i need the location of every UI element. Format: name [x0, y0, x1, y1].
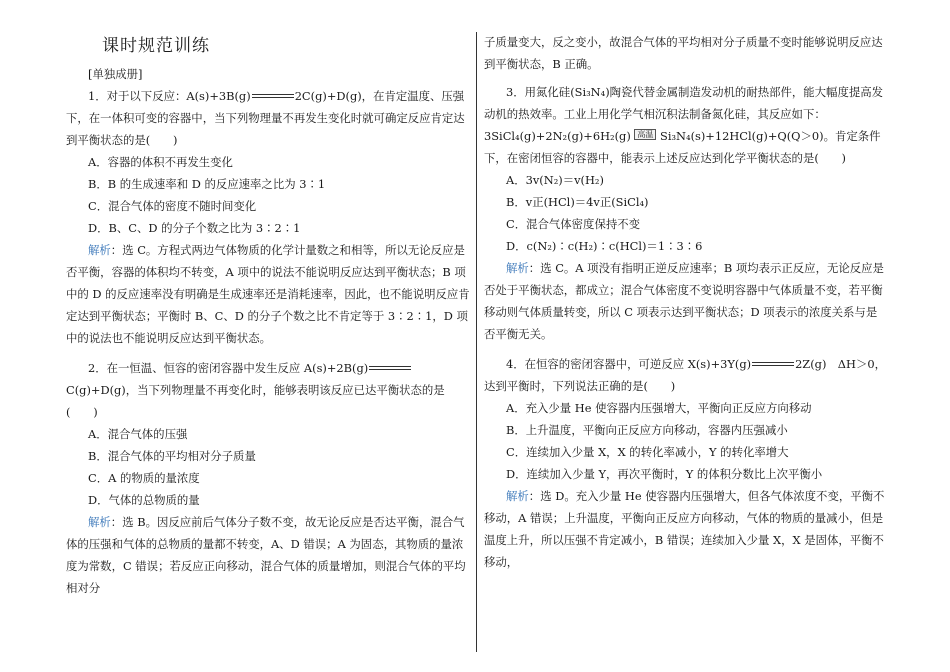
condition-box: 高温	[634, 129, 656, 140]
equilibrium-arrow-icon	[752, 362, 794, 366]
q1-analysis: 解析：选 C。方程式两边气体物质的化学计量数之和相等，所以无论反应是否平衡，容器的体积均不转变，A 项中的说法不能说明反应达到平衡状态；B 项中的 D 的反应速率没有明确是生成速率还是消耗速率，因此，也不能说明反应肯定达到平衡状态；平衡时 B、C、D 的分子个数之比不肯定等于 3∶2∶1，D 项中的说法也不能说明反应达到平衡状态。	[66, 243, 470, 345]
page-title: 课时规范训练	[102, 36, 210, 56]
q4-option-d: D．连续加入少量 Y，再次平衡时，Y 的体积分数比上次平衡小	[506, 467, 823, 481]
q3-analysis: 解析：选 C。A 项没有指明正逆反应速率；B 项均表示正反应，无论反应是否处于平衡状态，都成立；混合气体密度不变说明容器中气体质量不变，若平衡移动则气体质量转变，所以 C 项表示达到平衡状态；D 项表示的浓度关系与是否平衡无关。	[484, 261, 884, 341]
analysis-label: 解析	[506, 489, 529, 503]
q2-option-c: C．A 的物质的量浓度	[88, 471, 200, 485]
q4-stem: 4．在恒容的密闭容器中，可逆反应 X(s)+3Y(g) 2Z(g) ΔH＞0，达到平衡时，下列说法正确的是( )	[484, 357, 886, 393]
q3-option-d: D．c(N₂)∶c(H₂)∶c(HCl)＝1∶3∶6	[506, 239, 703, 253]
q4-analysis: 解析：选 D。充入少量 He 使容器内压强增大，但各气体浓度不变，平衡不移动，A 错误；上升温度，平衡向正反应方向移动，气体的物质的量减小，但是温度上升，所以压强不肯定减小，B 错误；连续加入少量 X，X 是固体，平衡不移动，	[484, 489, 885, 569]
q2-option-d: D．气体的总物质的量	[88, 493, 200, 507]
q1-option-a: A．容器的体积不再发生变化	[88, 155, 233, 169]
q1-option-c: C．混合气体的密度不随时间变化	[88, 199, 257, 213]
q1-stem: 1．对于以下反应：A(s)+3B(g) 2C(g)+D(g)，在肯定温度、压强下，在一体积可变的容器中，当下列物理量不再发生变化时就可确定反应肯定达到平衡状态的是( )	[66, 89, 465, 147]
q4-option-c: C．连续加入少量 X，X 的转化率减小，Y 的转化率增大	[506, 445, 789, 459]
q2-analysis-continued: 子质量变大，反之变小，故混合气体的平均相对分子质量不变时能够说明反应达到平衡状态，B 正确。	[484, 35, 883, 71]
q2-analysis: 解析：选 B。因反应前后气体分子数不变，故无论反应是否达平衡，混合气体的压强和气体的总物质的量都不转变，A、D 错误；A 为固态，其物质的量浓度为常数，C 错误；若反应正向移动，混合气体的质量增加，则混合气体的平均相对分	[66, 515, 466, 595]
column-divider	[476, 32, 477, 652]
q3-option-a: A．3v(N₂)＝v(H₂)	[506, 173, 604, 187]
q3-option-b: B．v正(HCl)＝4v正(SiCl₄)	[506, 195, 649, 209]
analysis-label: 解析	[506, 261, 529, 275]
q3-option-c: C．混合气体密度保持不变	[506, 217, 641, 231]
q1-option-d: D．B、C、D 的分子个数之比为 3∶2∶1	[88, 221, 301, 235]
left-column	[66, 63, 470, 599]
q2-stem: 2．在一恒温、恒容的密闭容器中发生反应 A(s)+2B(g) C(g)+D(g)，当下列物理量不再变化时，能够表明该反应已达平衡状态的是( )	[66, 361, 445, 419]
q3-intro: 3．用氮化硅(Si₃N₄)陶瓷代替金属制造发动机的耐热部件，能大幅度提高发动机的热效率。工业上用化学气相沉积法制备氮化硅，其反应如下：	[484, 85, 884, 121]
analysis-label: 解析	[88, 515, 111, 529]
q1-option-b: B．B 的生成速率和 D 的反应速率之比为 3∶1	[88, 177, 326, 191]
q2-option-a: A．混合气体的压强	[88, 427, 188, 441]
analysis-label: 解析	[88, 243, 111, 257]
q2-option-b: B．混合气体的平均相对分子质量	[88, 449, 256, 463]
q4-option-a: A．充入少量 He 使容器内压强增大，平衡向正反应方向移动	[506, 401, 812, 415]
q3-equation: 3SiCl₄(g)+2N₂(g)+6H₂(g) 高温 Si₃N₄(s)+12HCl(g)+Q(Q＞0)。肯定条件下，在密闭恒容的容器中，能表示上述反应达到化学平衡状态的是( )	[484, 129, 881, 165]
equilibrium-arrow-icon	[252, 94, 294, 98]
equilibrium-arrow-icon	[369, 366, 411, 370]
q4-option-b: B．上升温度，平衡向正反应方向移动，容器内压强减小	[506, 423, 788, 437]
section-label: [单独成册]	[88, 67, 143, 81]
right-column	[484, 31, 888, 573]
